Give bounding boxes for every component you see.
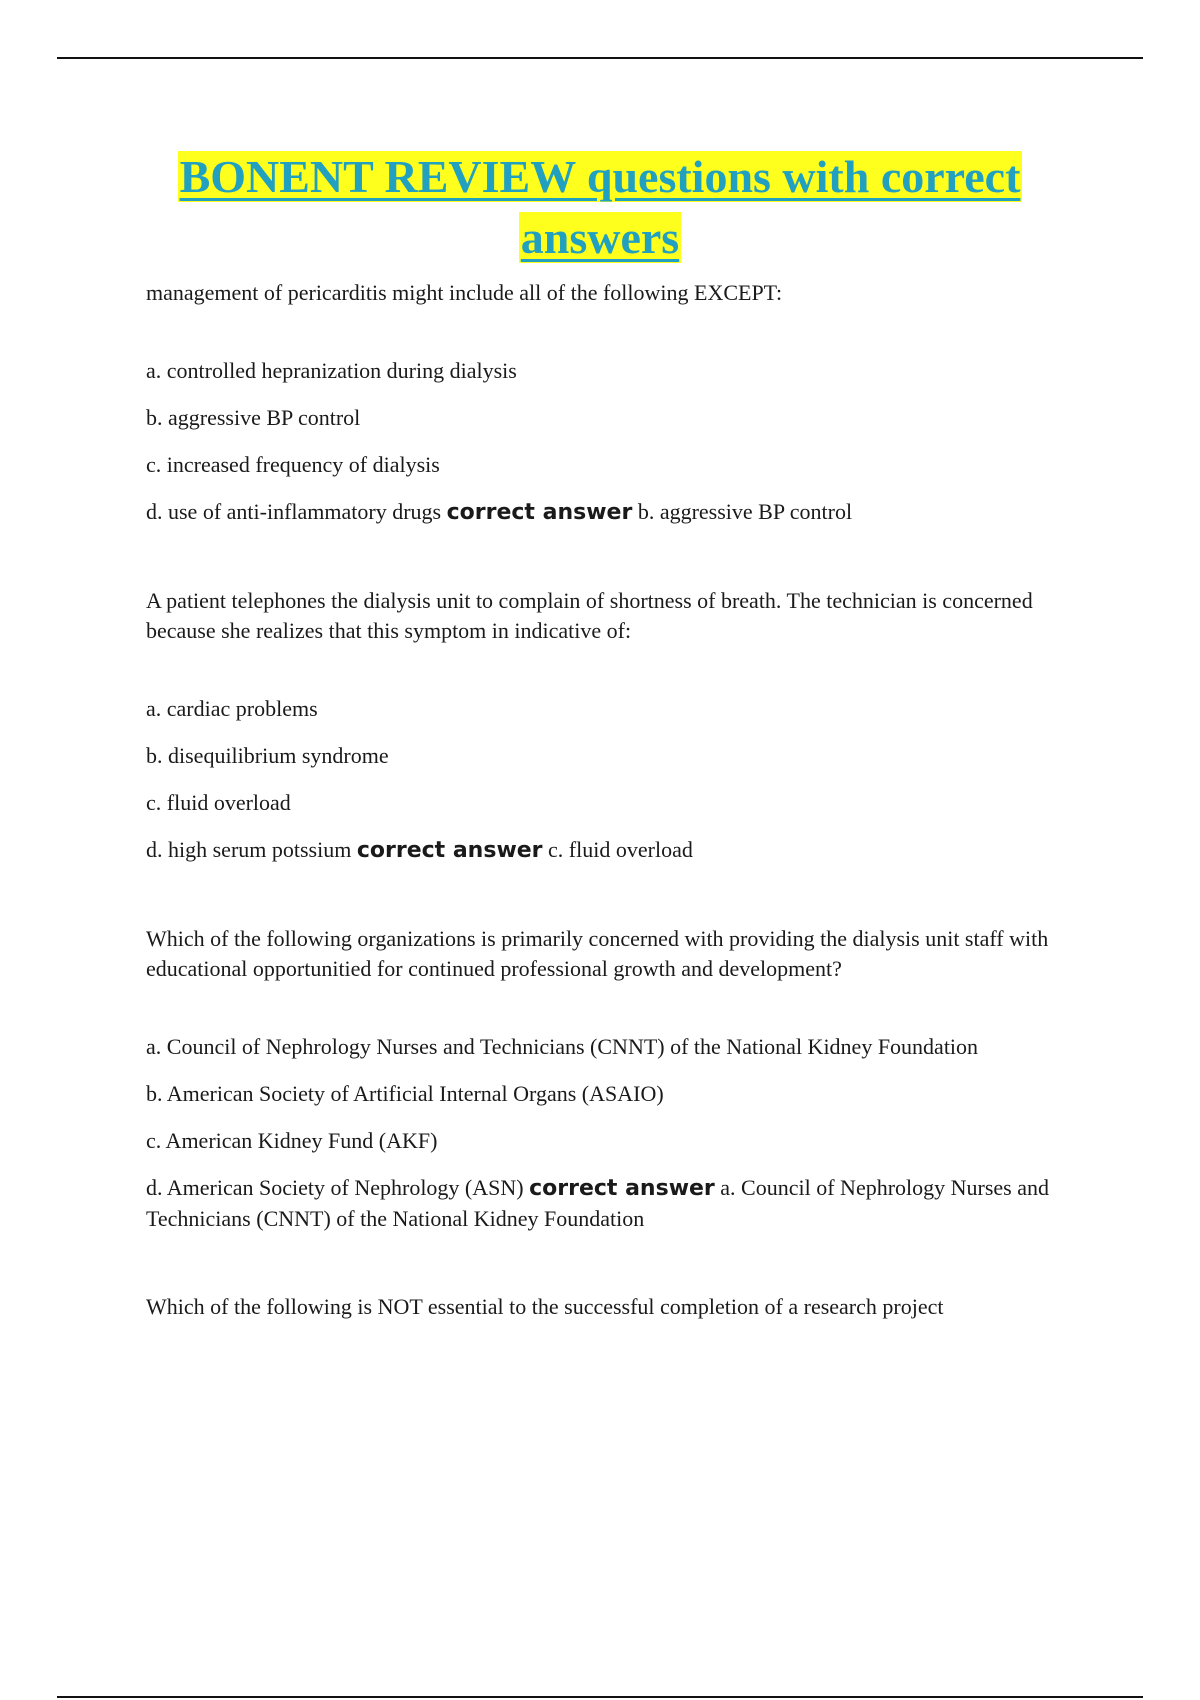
option-d-with-answer xyxy=(146,497,1086,528)
question-text: Which of the following organizations is primarily concerned with providing the dialysis unit staff with educational opportunitied for continued professional growth and development? xyxy=(146,926,1049,981)
option-b: b. disequilibrium syndrome xyxy=(146,743,389,768)
option-d: d. American Society of Nephrology (ASN) xyxy=(146,1175,524,1200)
bottom-rule xyxy=(57,1696,1143,1698)
question-text: management of pericarditis might include all of the following EXCEPT: xyxy=(146,280,783,305)
option-a: a. Council of Nephrology Nurses and Technicians (CNNT) of the National Kidney Foundation xyxy=(146,1034,979,1059)
correct-answer-label: correct answer xyxy=(446,500,633,525)
option-c: c. American Kidney Fund (AKF) xyxy=(146,1128,438,1153)
option-c: c. increased frequency of dialysis xyxy=(146,452,440,477)
option-a: a. cardiac problems xyxy=(146,696,318,721)
correct-answer: c. fluid overload xyxy=(548,837,693,862)
question-text: A patient telephones the dialysis unit to complain of shortness of breath. The technician is concerned because she realizes that this symptom in indicative of: xyxy=(146,588,1033,643)
document-title xyxy=(100,146,1100,268)
correct-answer-label: correct answer xyxy=(529,1176,715,1201)
correct-answer-label: correct answer xyxy=(356,838,543,863)
question-text: Which of the following is NOT essential to the successful completion of a research project xyxy=(146,1294,944,1319)
option-d-with-answer xyxy=(146,835,1086,866)
question-1 xyxy=(146,278,1086,528)
question-3 xyxy=(146,924,1086,1234)
question-4 xyxy=(146,1292,1086,1322)
option-b: b. American Society of Artificial Internal Organs (ASAIO) xyxy=(146,1081,664,1106)
option-d-with-answer xyxy=(146,1173,1086,1234)
option-b: b. aggressive BP control xyxy=(146,405,361,430)
title-line-2: answers xyxy=(520,212,680,263)
title-line-1: BONENT REVIEW questions with correct xyxy=(179,151,1021,202)
option-c: c. fluid overload xyxy=(146,790,291,815)
option-d: d. high serum potssium xyxy=(146,837,352,862)
question-list xyxy=(146,278,1086,1370)
option-d: d. use of anti-inflammatory drugs xyxy=(146,499,442,524)
question-2 xyxy=(146,586,1086,866)
option-a: a. controlled hepranization during dialysis xyxy=(146,358,517,383)
correct-answer: a. Council of Nephrology Nurses and Technicians (CNNT) of the National Kidney Foundation xyxy=(146,1175,1050,1231)
correct-answer: b. aggressive BP control xyxy=(637,499,853,524)
top-rule xyxy=(57,57,1143,59)
